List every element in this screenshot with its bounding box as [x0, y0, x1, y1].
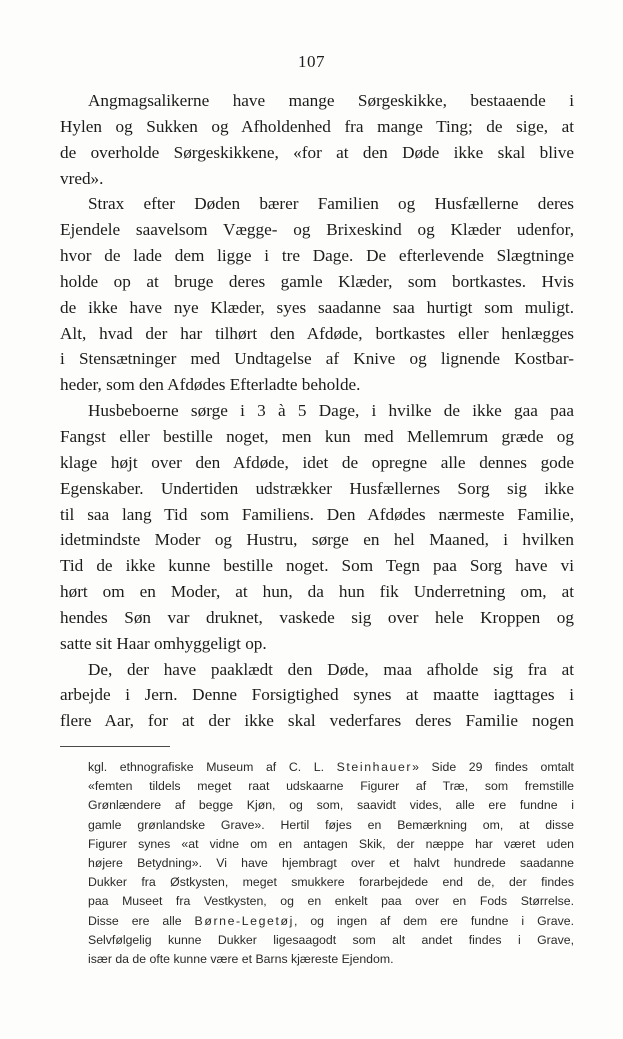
footnote-line: især da de ofte kunne være et Barns kjæreste Ejendom. — [88, 951, 394, 966]
footnote-line: Dukker fra Østkysten, meget smukkere forarbejdede end de, der findes — [88, 875, 574, 890]
footnote-divider — [60, 746, 170, 747]
body-line: satte sit Haar omhyggeligt op. — [60, 633, 267, 653]
body-line: til saa lang Tid som Familiens. Den Afdødes nærmeste Familie, — [60, 504, 574, 524]
body-line: Ejendele saavelsom Vægge- og Brixeskind og Klæder udenfor, — [60, 220, 574, 240]
body-line: i Stensætninger med Undtagelse af Knive og lignende Kostbar- — [60, 349, 574, 369]
footnote-text: » Side 29 findes omtalt — [412, 760, 574, 774]
footnote-line: paa Museet fra Vestkysten, og en enkelt paa over en Fods Størrelse. — [88, 894, 574, 909]
footnote-emphasis: Børne-Legetøj — [194, 913, 294, 928]
body-line: Tid de ikke kunne bestille noget. Som Tegn paa Sorg have vi — [60, 556, 574, 576]
body-line: idetmindste Moder og Hustru, sørge en hel Maaned, i hvilken — [60, 530, 574, 550]
footnote-text: , og ingen af dem ere fundne i Grave. — [293, 913, 574, 928]
footnote-text: Disse ere alle — [88, 913, 195, 928]
body-line: heder, som den Afdødes Efterladte beholde. — [60, 375, 361, 395]
body-line: hendes Søn var druknet, vaskede sig over hele Kroppen og — [60, 607, 574, 627]
footnote-emphasis: Steinhauer — [336, 760, 413, 774]
body-line: Strax efter Døden bærer Familien og Husfællerne deres — [88, 194, 574, 214]
body-line: Fangst eller bestille noget, men kun med Mellemrum græde og — [60, 426, 574, 446]
body-line: flere Aar, for at der ikke skal vederfares deres Familie nogen — [60, 711, 574, 731]
footnote-line — [88, 758, 574, 777]
body-line: arbejde i Jern. Denne Forsigtighed synes at maatte iagttages i — [60, 685, 574, 705]
footnote-line: Grønlændere af begge Kjøn, og som, saavidt vides, alle ere fundne i — [88, 798, 574, 813]
body-line: de ikke have nye Klæder, syes saadanne saa hurtigt som muligt. — [60, 297, 574, 317]
body-line: Alt, hvad der har tilhørt den Afdøde, bortkastes eller henlægges — [60, 323, 574, 343]
footnote-line: Selvfølgelig kunne Dukker ligesaagodt som alt andet findes i Grave, — [88, 932, 574, 947]
body-line: Angmagsalikerne have mange Sørgeskikke, bestaaende i — [88, 91, 574, 110]
footnote-line — [88, 912, 574, 931]
page-number: 107 — [298, 52, 325, 71]
body-text — [60, 88, 574, 734]
body-line: Husbeboerne sørge i 3 à 5 Dage, i hvilke de ikke gaa paa — [88, 401, 574, 421]
footnote-text: kgl. ethnografiske Museum af C. L. — [88, 760, 337, 774]
body-line: vred». — [60, 168, 104, 188]
footnote-line: højere Betydning». Vi have hjembragt over et halvt hundrede saadanne — [88, 855, 574, 870]
body-line: hvor de lade dem ligge i tre Dage. De efterlevende Slægtninge — [60, 246, 574, 266]
body-line: Egenskaber. Undertiden udstrækker Husfællernes Sorg sig ikke — [60, 478, 574, 498]
footnote-line: gamle grønlandske Grave». Hertil føjes en Bemærkning om, at disse — [88, 817, 574, 832]
body-line: de overholde Sørgeskikkene, «for at den Døde ikke skal blive — [60, 142, 574, 162]
body-line: hørt om en Moder, at hun, da hun fik Underretning om, at — [60, 582, 574, 602]
body-line: holde op at bruge deres gamle Klæder, som bortkastes. Hvis — [60, 271, 574, 291]
body-line: De, der have paaklædt den Døde, maa afholde sig fra at — [88, 659, 574, 679]
body-line: klage højt over den Afdøde, idet de opregne alle dennes gode — [60, 452, 574, 472]
body-line: Hylen og Sukken og Afholdenhed fra mange Ting; de sige, at — [60, 116, 574, 136]
footnote-line: Figurer synes «at vidne om en antagen Skik, der næppe har været uden — [88, 836, 574, 851]
footnote — [88, 758, 574, 969]
footnote-line: «femten tildels meget raat udskaarne Figurer af Træ, som fremstille — [88, 779, 574, 794]
